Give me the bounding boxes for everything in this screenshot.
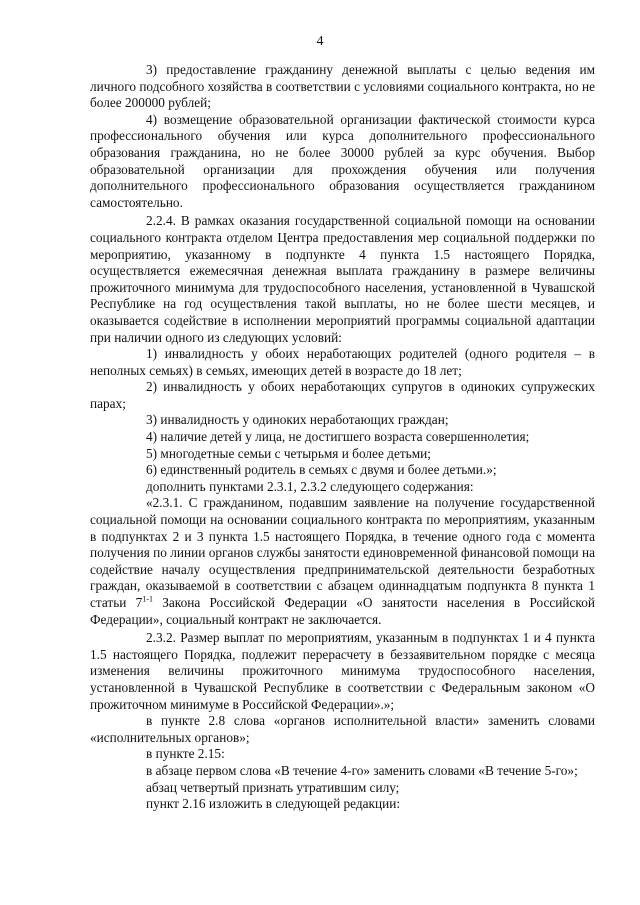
list-item-1: 1) инвалидность у обоих неработающих родителей (одного родителя – в неполных семьях) в семьях, имеющих детей в возрасте до 18 лет; [90, 346, 595, 378]
amendment-2-15: в пункте 2.15: [146, 746, 225, 762]
list-item-4: 4) наличие детей у лица, не достигшего возраста совершеннолетия; [146, 429, 530, 445]
page-number: 4 [316, 34, 324, 49]
paragraph-item-3: 3) предоставление гражданину денежной выплаты с целью ведения им личного подсобного хозяйства в соответствии с условиями социального контракта, но не более 200000 рублей; [90, 62, 595, 111]
amendment-intro: дополнить пунктами 2.3.1, 2.3.2 следующего содержания: [146, 478, 474, 494]
list-item-3: 3) инвалидность у одиноких неработающих граждан; [146, 412, 449, 428]
amendment-2-15-fourth: абзац четвертый признать утратившим силу; [146, 779, 400, 795]
document-body [90, 62, 595, 813]
paragraph-item-4: 4) возмещение образовательной организации фактической стоимости курса профессионального обучения или курса дополнительного профессионального образования гражданина, но не более 30000 рублей за курс обучения. Выбор образовательной организации для прохождения обучения или получения дополнительного профессионального образования осуществляется гражданином самостоятельно. [90, 111, 595, 210]
amendment-2-16: пункт 2.16 изложить в следующей редакции: [146, 796, 401, 812]
list-item-6: 6) единственный родитель в семьях с двумя и более детьми.»; [146, 462, 497, 478]
list-item-5: 5) многодетные семьи с четырьмя и более детьми; [146, 445, 431, 461]
amendment-2-8: в пункте 2.8 слова «органов исполнительной власти» заменить словами «исполнительных органов»; [90, 713, 595, 745]
paragraph-2-3-1-text: «2.3.1. С гражданином, подавшим заявление на получение государственной социальной помощи на основании социального контракта по мероприятиям, указанным в подпунктах 2 и 3 пункта 1.5 настоящего Порядка, в течение одного года с момента получения по линии органов службы занятости единовременной финансовой помощи на содействие началу осуществления предпринимательской деятельности безработных граждан, оказываемой в соответствии с абзацем одиннадцатым подпункта 8 пункта 1 статьи 7 [90, 495, 595, 610]
paragraph-2-3-1-tail: Закона Российской Федерации «О занятости населения в Российской Федерации», социальный контракт не заключается. [90, 595, 595, 627]
paragraph-2-3-2: 2.3.2. Размер выплат по мероприятиям, указанным в подпунктах 1 и 4 пункта 1.5 настоящего Порядка, подлежит перерасчету в беззаявительном порядке с месяца изменения величины прожиточного минимума трудоспособного населения, установленной в Чувашской Республике в соответствии с Федеральным законом «О прожиточном минимуме в Российской Федерации».»; [90, 630, 595, 712]
article-superscript: 1-1 [142, 594, 153, 604]
list-item-2: 2) инвалидность у обоих неработающих супругов в одиноких супружеских парах; [90, 379, 595, 411]
amendment-2-15-first: в абзаце первом слова «В течение 4-го» заменить словами «В течение 5-го»; [146, 762, 578, 778]
paragraph-2-2-4: 2.2.4. В рамках оказания государственной социальной помощи на основании социального контракта отделом Центра предоставления мер социальной поддержки по мероприятию, указанному в подпункте 4 пункта 1.5 настоящего Порядка, осуществляется ежемесячная денежная выплата гражданину в размере величины прожиточного минимума для трудоспособного населения, установленной в Чувашской Республике на год осуществления такой выплаты, но не более шести месяцев, и оказывается содействие в исполнении мероприятий программы социальной адаптации при наличии одного из следующих условий: [90, 213, 595, 345]
paragraph-2-3-1 [90, 495, 595, 628]
